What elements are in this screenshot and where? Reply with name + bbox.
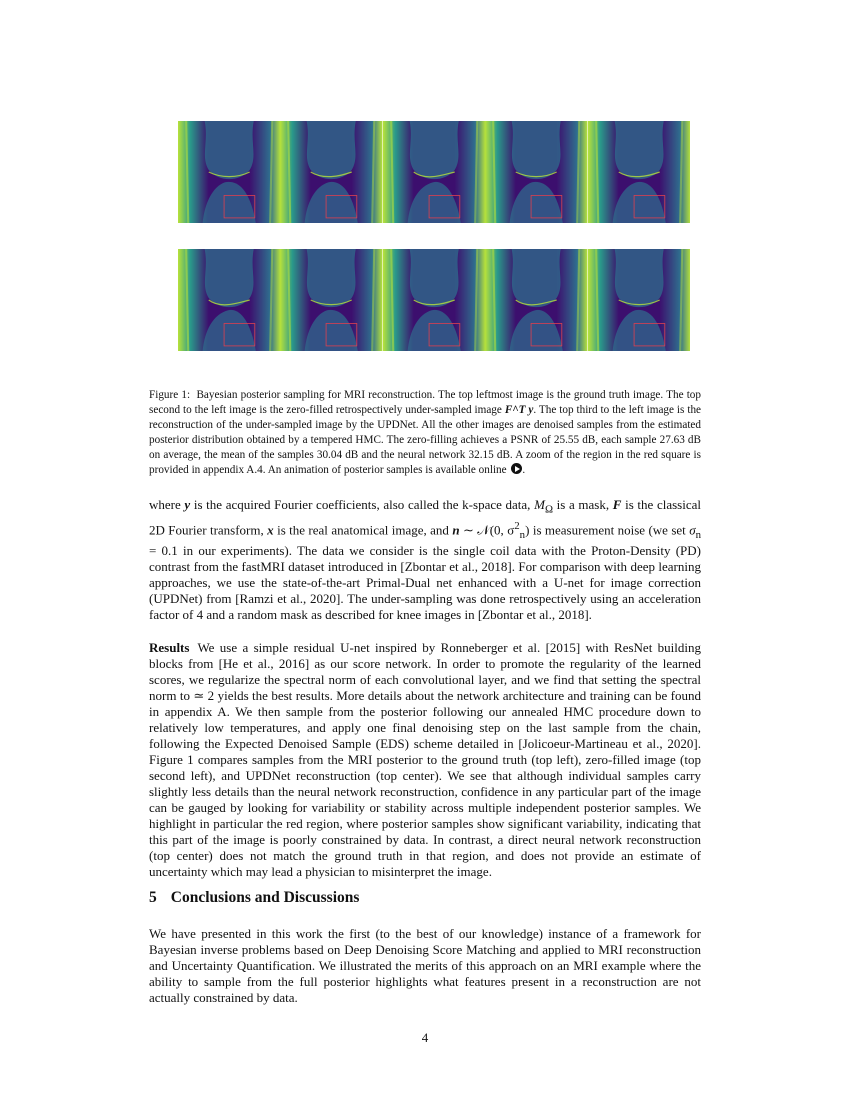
mri-sample-image (383, 249, 485, 351)
mri-sample-image (485, 249, 587, 351)
caption-formula: F^T y (504, 404, 534, 416)
section-title: Conclusions and Discussions (170, 889, 360, 906)
mri-sample-image (178, 249, 280, 351)
page-number: 4 (421, 1030, 429, 1045)
paragraph-data-description: where y is the acquired Fourier coefficients, also called the k-space data, $M_\Omega$ is a mask, F is the classical 2D Fourier transform, x is the real anatomical image, and n ∼ 𝒩(0, $\sigma^2_n$) is measurement noise (we set $\sigma_n = 0.1$ in our experiments). The data we consider is the single coil data with the Proton-Density (PD) contrast from the fastMRI dataset introduced in [Zbontar et al., 2018]. For comparison with deep learning approaches, we use the state-of-the-art Primal-Dual net enhanced with a U-net for image correction (UPDNet) from [Ramzi et al., 2020]. The under-sampling was done retrospectively using an acceleration factor of 4 and a random mask as described for knee images in [Zbontar et al., 2018]. (149, 497, 702, 622)
caption-text-1: Bayesian posterior sampling for MRI reconstruction. The top leftmost image is the ground truth image. The top second to the left image is the zero-filled retrospectively under-sampled image (149, 389, 701, 416)
figure-top-row (178, 121, 690, 223)
paragraph-results: Results We use a simple residual U-net inspired by Ronneberger et al. [2015] with ResNet building blocks from [He et al., 2016] as our score network. In order to promote the regularity of the learned scores, we regularize the spectral norm of each convolutional layer, and we find that setting the spectral norm to ≃ 2 yields the best results. More details about the network architecture and training can be found in appendix A. We then sample from the posterior following our annealed HMC procedure down to relatively low temperatures, and apply one final denoising step on the last sample from the chain, following the Expected Denoised Sample (EDS) scheme detailed in [Jolicoeur-Martineau et al., 2020]. Figure 1 compares samples from the MRI posterior to the ground truth (top left), zero-filled image (top second left), and UPDNet reconstruction (top center). We see that although individual samples carry slightly less details than the neural network reconstruction, confidence in any particular part of the image can be gauged by looking for variability or stability across multiple independent posterior samples. We highlight in particular the red region, where posterior samples show significant variability, indicating that this part of the image is poorly constrained by data. In contrast, a direct neural network reconstruction (top center) does not match the ground truth in that region, and does not provide an estimate of uncertainty which may lead a physician to misinterpret the image. (149, 640, 701, 879)
mri-sample-image (383, 121, 485, 223)
play-icon[interactable] (511, 463, 522, 474)
mri-sample-image (178, 121, 280, 223)
results-heading: Results (149, 640, 190, 655)
caption-text-2: . The top third to the left image is the reconstruction of the under-sampled image by the UPDNet. All the other images are denoised samples from the estimated posterior distribution obtained by a tempered HMC. The zero-filling achieves a PSNR of 25.55 dB, each sample 27.63 dB on average, the mean of the samples 30.04 dB and the neural network 32.15 dB. A zoom of the region in the red square is provided in appendix A.4. An animation of posterior samples is available online (149, 404, 702, 476)
mri-sample-image (280, 249, 382, 351)
figure-bottom-row (178, 249, 690, 351)
figure-caption: Figure 1: Bayesian posterior sampling for MRI reconstruction. The top leftmost image is the ground truth image. The top second to the left image is the zero-filled retrospectively under-sampled image F^T y. The top third to the left image is the reconstruction of the under-sampled image by the UPDNet. All the other images are denoised samples from the estimated posterior distribution obtained by a tempered HMC. The zero-filling achieves a PSNR of 25.55 dB, each sample 27.63 dB on average, the mean of the samples 30.04 dB and the neural network 32.15 dB. A zoom of the region in the red square is provided in appendix A.4. An animation of posterior samples is available online . (149, 389, 702, 476)
section-number: 5 (149, 889, 157, 906)
mri-sample-image (588, 121, 690, 223)
section-heading (149, 889, 359, 907)
mri-sample-image (485, 121, 587, 223)
mri-sample-image (280, 121, 382, 223)
caption-label: Figure 1: (149, 389, 191, 401)
paragraph-conclusion: We have presented in this work the first (to the best of our knowledge) instance of a framework for Bayesian inverse problems based on Deep Denoising Score Matching and applied to MRI reconstruction and Uncertainty Quantification. We illustrated the merits of this approach on an MRI example where the ability to sample from the full posterior highlights what features present in a reconstruction are not actually constrained by data. (149, 926, 701, 1005)
mri-sample-image (588, 249, 690, 351)
